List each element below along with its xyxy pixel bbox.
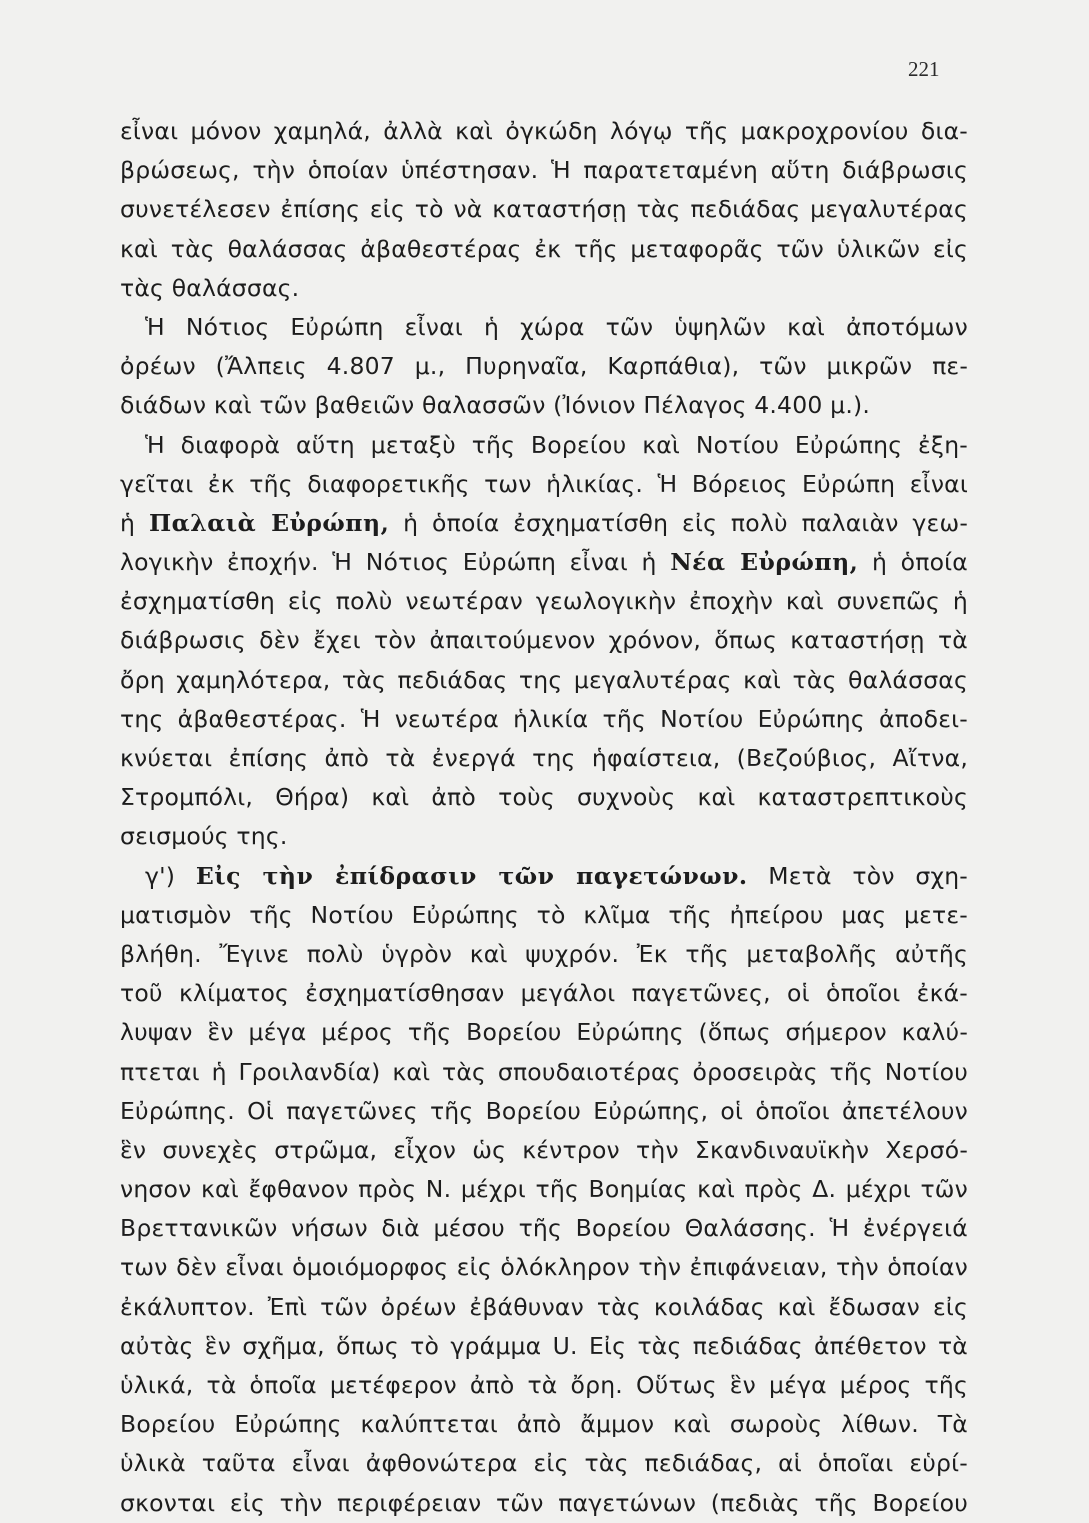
- text-segment: σκονται εἰς τὴν περιφέρειαν τῶν παγετώνων (πεδιὰς τῆς Βορείου: [120, 1488, 968, 1517]
- text-line: [120, 112, 968, 151]
- text-segment: σεισμούς της.: [120, 822, 288, 851]
- text-line: [120, 935, 968, 974]
- text-segment: ἓν συνεχὲς στρῶμα, εἶχον ὡς κέντρον τὴν Σκανδιναυϊκὴν Χερσό-: [120, 1135, 968, 1164]
- text-line: [120, 778, 968, 817]
- text-segment: Ἡ διαφορὰ αὕτη μεταξὺ τῆς Βορείου καὶ Νοτίου Εὐρώπης ἐξη-: [145, 430, 968, 459]
- text-segment: ἡ ὁποία: [858, 548, 968, 577]
- text-line: [120, 1327, 968, 1366]
- text-segment: Βρεττανικῶν νήσων διὰ μέσου τῆς Βορείου Θαλάσσης. Ἡ ἐνέργειά: [120, 1214, 968, 1243]
- text-line: [120, 700, 968, 739]
- text-line: [120, 1405, 968, 1444]
- text-segment: λογικὴν ἐποχήν. Ἡ Νότιος Εὐρώπη εἶναι ἡ: [120, 548, 671, 577]
- body-text: [120, 112, 968, 1523]
- text-segment: λυψαν ἓν μέγα μέρος τῆς Βορείου Εὐρώπης (ὅπως σήμερον καλύ-: [120, 1018, 968, 1047]
- text-segment: γεῖται ἐκ τῆς διαφορετικῆς των ἡλικίας. Ἡ Βόρειος Εὐρώπη εἶναι: [120, 469, 968, 498]
- text-segment: εἶναι μόνον χαμηλά, ἀλλὰ καὶ ὀγκώδη λόγῳ τῆς μακροχρονίου δια-: [120, 117, 968, 145]
- text-line: [120, 896, 968, 935]
- bold-phrase: Νέα Εὐρώπη,: [670, 548, 859, 577]
- bold-phrase: Παλαιὰ Εὐρώπη,: [148, 508, 390, 537]
- text-segment: των δὲν εἶναι ὁμοιόμορφος εἰς ὁλόκληρον τὴν ἐπιφάνειαν, τὴν ὁποίαν: [120, 1253, 968, 1282]
- text-line: [120, 1209, 968, 1248]
- text-segment: γ'): [145, 861, 196, 890]
- text-line: [120, 1053, 968, 1092]
- text-segment: ὑλικά, τὰ ὁποῖα μετέφερον ἀπὸ τὰ ὄρη. Οὕτως ἓν μέγα μέρος τῆς: [120, 1371, 968, 1399]
- bold-phrase: Εἰς τὴν ἐπίδρασιν τῶν παγετώνων.: [195, 861, 748, 890]
- text-line: [120, 974, 968, 1013]
- page-number: 221: [908, 57, 940, 81]
- text-segment: της ἀβαθεστέρας. Ἡ νεωτέρα ἡλικία τῆς Νοτίου Εὐρώπης ἀποδει-: [120, 704, 968, 733]
- text-segment: Στρομπόλι, Θήρα) καὶ ἀπὸ τοὺς συχνοὺς καὶ καταστρεπτικοὺς: [120, 783, 968, 812]
- text-line: [120, 621, 968, 660]
- text-line: [120, 504, 968, 543]
- text-line: [120, 1366, 968, 1405]
- text-line: [120, 857, 968, 896]
- text-segment: συνετέλεσεν ἐπίσης εἰς τὸ νὰ καταστήσῃ τὰς πεδιάδας μεγαλυτέρας: [120, 195, 968, 224]
- text-segment: Εὐρώπης. Οἱ παγετῶνες τῆς Βορείου Εὐρώπης, οἱ ὁποῖοι ἀπετέλουν: [120, 1096, 968, 1125]
- text-line: [120, 190, 968, 229]
- text-segment: ὀρέων (Ἄλπεις 4.807 μ., Πυρηναῖα, Καρπάθια), τῶν μικρῶν πε-: [120, 352, 968, 381]
- text-line: [120, 230, 968, 269]
- text-segment: ὑλικὰ ταῦτα εἶναι ἀφθονώτερα εἰς τὰς πεδιάδας, αἱ ὁποῖαι εὑρί-: [120, 1449, 968, 1478]
- text-line: [120, 1013, 968, 1052]
- text-line: [120, 1131, 968, 1170]
- text-segment: Βορείου Εὐρώπης καλύπτεται ἀπὸ ἄμμον καὶ σωροὺς λίθων. Τὰ: [120, 1410, 968, 1439]
- text-line: [120, 1092, 968, 1131]
- text-segment: νησον καὶ ἔφθανον πρὸς Ν. μέχρι τῆς Βοημίας καὶ πρὸς Δ. μέχρι τῶν: [120, 1175, 968, 1204]
- text-line: [120, 543, 968, 582]
- text-segment: ματισμὸν τῆς Νοτίου Εὐρώπης τὸ κλῖμα τῆς ἠπείρου μας μετε-: [120, 900, 968, 929]
- text-segment: Μετὰ τὸν σχη-: [747, 861, 968, 890]
- text-segment: διάβρωσις δὲν ἔχει τὸν ἀπαιτούμενον χρόνον, ὅπως καταστήσῃ τὰ: [120, 626, 968, 655]
- text-line: [120, 426, 968, 465]
- text-line: [120, 1170, 968, 1209]
- text-segment: βρώσεως, τὴν ὁποίαν ὑπέστησαν. Ἡ παρατεταμένη αὕτη διάβρωσις: [120, 156, 968, 185]
- text-line: [120, 386, 968, 425]
- text-line: [120, 739, 968, 778]
- text-segment: ἐσχηματίσθη εἰς πολὺ νεωτέραν γεωλογικὴν ἐποχὴν καὶ συνεπῶς ἡ: [120, 587, 968, 616]
- text-line: [120, 582, 968, 621]
- text-segment: πτεται ἡ Γροιλανδία) καὶ τὰς σπουδαιοτέρας ὀροσειρὰς τῆς Νοτίου: [120, 1057, 968, 1086]
- text-segment: ἡ ὁποία ἐσχηματίσθη εἰς πολὺ παλαιὰν γεω-: [389, 508, 968, 537]
- text-line: [120, 1248, 968, 1287]
- text-segment: βλήθη. Ἔγινε πολὺ ὑγρὸν καὶ ψυχρόν. Ἐκ τῆς μεταβολῆς αὐτῆς: [120, 939, 968, 968]
- text-line: [120, 465, 968, 504]
- text-line: [120, 269, 968, 308]
- text-line: [120, 308, 968, 347]
- text-segment: αὐτὰς ἓν σχῆμα, ὅπως τὸ γράμμα U. Εἰς τὰς πεδιάδας ἀπέθετον τὰ: [120, 1331, 968, 1360]
- text-segment: διάδων καὶ τῶν βαθειῶν θαλασσῶν (Ἰόνιον Πέλαγος 4.400 μ.).: [120, 391, 871, 420]
- text-segment: τὰς θαλάσσας.: [120, 273, 300, 302]
- text-line: [120, 347, 968, 386]
- text-segment: ὄρη χαμηλότερα, τὰς πεδιάδας της μεγαλυτέρας καὶ τὰς θαλάσσας: [120, 665, 968, 694]
- text-segment: ἐκάλυπτον. Ἐπὶ τῶν ὀρέων ἐβάθυναν τὰς κοιλάδας καὶ ἔδωσαν εἰς: [120, 1292, 968, 1321]
- text-segment: κνύεται ἐπίσης ἀπὸ τὰ ἐνεργά της ἡφαίστεια, (Βεζούβιος, Αἴτνα,: [120, 744, 968, 772]
- text-line: [120, 661, 968, 700]
- text-segment: τοῦ κλίματος ἐσχηματίσθησαν μεγάλοι παγετῶνες, οἱ ὁποῖοι ἐκά-: [120, 979, 968, 1008]
- text-line: [120, 1288, 968, 1327]
- text-line: [120, 1444, 968, 1483]
- text-segment: καὶ τὰς θαλάσσας ἀβαθεστέρας ἐκ τῆς μεταφορᾶς τῶν ὑλικῶν εἰς: [120, 234, 968, 263]
- text-line: [120, 151, 968, 190]
- text-line: [120, 1484, 968, 1523]
- text-segment: ἡ: [120, 508, 149, 537]
- text-segment: Ἡ Νότιος Εὐρώπη εἶναι ἡ χώρα τῶν ὑψηλῶν καὶ ἀποτόμων: [145, 312, 968, 341]
- text-line: [120, 817, 968, 856]
